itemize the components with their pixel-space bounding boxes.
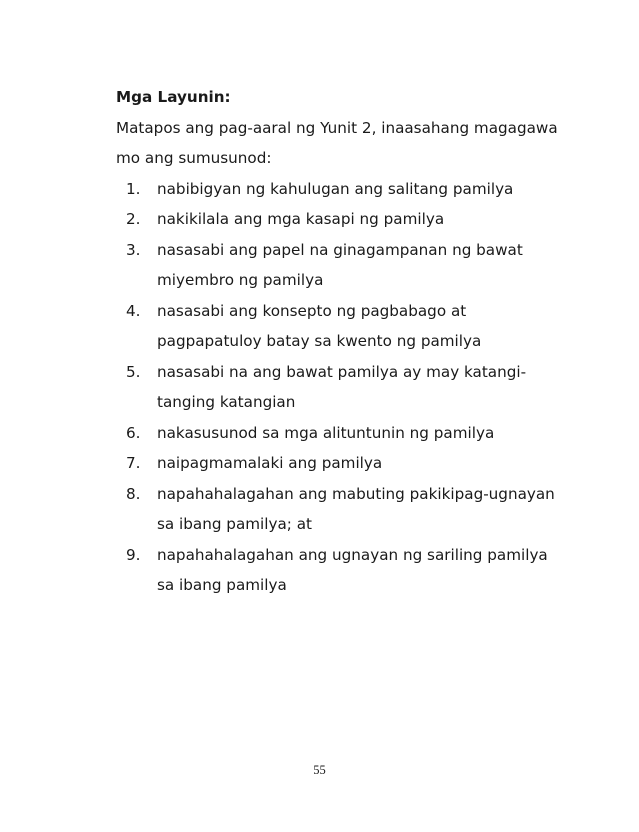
list-item [116,418,566,449]
page-content [116,82,566,601]
list-item [116,357,566,418]
item-text: napahahalagahan ang mabuting pakikipag-ugnayan sa ibang pamilya; at [157,484,555,533]
list-item [116,235,566,296]
item-text: nasasabi na ang bawat pamilya ay may katangi-tanging katangian [157,362,527,411]
list-item [116,448,566,479]
intro-text: Matapos ang pag-aaral ng Yunit 2, inaasahang magagawa mo ang sumusunod: [116,118,558,167]
list-item [116,296,566,357]
item-number: 5. [126,362,141,381]
item-text: nasasabi ang papel na ginagampanan ng bawat miyembro ng pamilya [157,240,523,289]
list-item [116,479,566,540]
item-number: 4. [126,301,141,320]
item-number: 8. [126,484,141,503]
item-number: 7. [126,454,141,472]
objectives-list [116,174,566,601]
item-text: napahahalagahan ang ugnayan ng sariling pamilya sa ibang pamilya [157,545,548,594]
item-text: nakikilala ang mga kasapi ng pamilya [157,210,445,228]
list-item [116,540,566,601]
list-item [116,204,566,235]
item-text: naipagmamalaki ang pamilya [157,454,383,472]
item-number: 1. [126,179,141,198]
list-item [116,174,566,205]
item-number: 2. [126,210,141,228]
item-text: nakasusunod sa mga alituntunin ng pamilya [157,423,495,442]
item-text: nabibigyan ng kahulugan ang salitang pamilya [157,179,514,198]
item-text: nasasabi ang konsepto ng pagbabago at pagpapatuloy batay sa kwento ng pamilya [157,301,482,350]
item-number: 3. [126,240,141,259]
item-number: 6. [126,423,141,442]
item-number: 9. [126,545,141,564]
section-heading: Mga Layunin: [116,88,231,106]
page-number: 55 [313,763,326,777]
